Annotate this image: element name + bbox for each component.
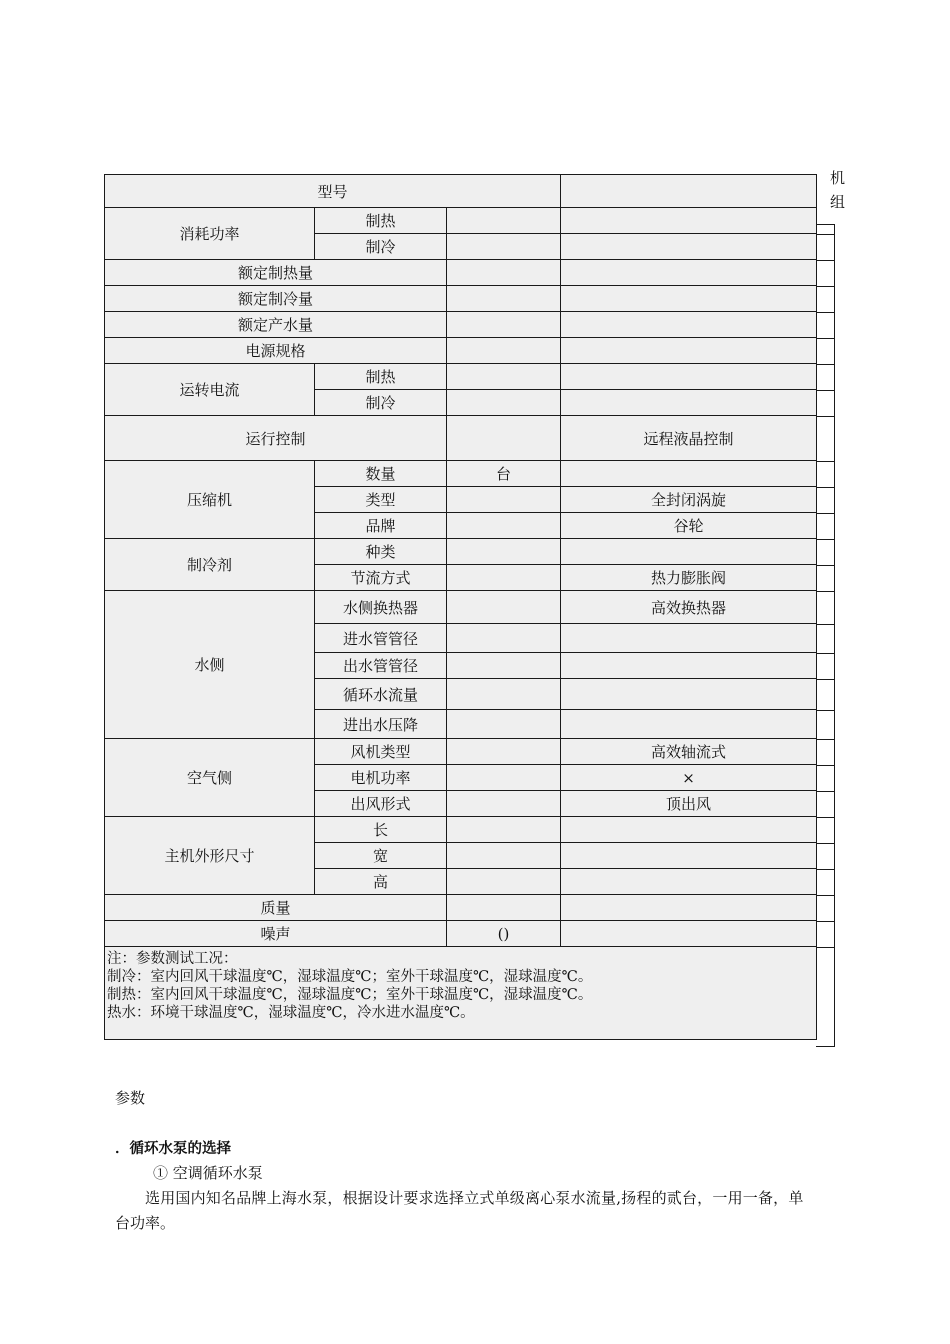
height-unit	[447, 869, 561, 895]
outlet-pipe-value	[561, 653, 817, 679]
model-label: 型号	[105, 175, 561, 208]
power-heating-label: 制热	[315, 208, 447, 234]
bracket-tick	[816, 487, 834, 488]
height-label: 高	[315, 869, 447, 895]
model-value	[561, 175, 817, 208]
outlet-pipe-unit	[447, 653, 561, 679]
bracket-tick	[816, 817, 834, 818]
bracket-tick	[816, 947, 834, 948]
running-current-label: 运转电流	[105, 364, 315, 416]
current-heating-label: 制热	[315, 364, 447, 390]
weight-label: 质量	[105, 895, 447, 921]
bracket-tick	[816, 921, 834, 922]
bracket-tick	[816, 224, 834, 225]
current-cooling-label: 制冷	[315, 390, 447, 416]
bracket-tick	[816, 710, 834, 711]
pressure-drop-unit	[447, 710, 561, 739]
run-control-label: 运行控制	[105, 416, 447, 461]
rated-water-label: 额定产水量	[105, 312, 447, 338]
compressor-brand-value: 谷轮	[561, 513, 817, 539]
run-control-value: 远程液晶控制	[561, 416, 817, 461]
bracket-tick	[816, 539, 834, 540]
side-label-char-2: 组	[830, 193, 846, 211]
refrigerant-label: 制冷剂	[105, 539, 315, 591]
dimensions-label: 主机外形尺寸	[105, 817, 315, 895]
bracket-tick	[816, 869, 834, 870]
bracket-tick	[816, 843, 834, 844]
outlet-form-unit	[447, 791, 561, 817]
note-title: 注：参数测试工况：	[107, 951, 238, 967]
water-hx-value: 高效换热器	[561, 591, 817, 624]
power-label: 消耗功率	[105, 208, 315, 260]
rated-cooling-label: 额定制冷量	[105, 286, 447, 312]
width-label: 宽	[315, 843, 447, 869]
rated-water-value	[561, 312, 817, 338]
motor-power-value: ×	[561, 765, 817, 791]
run-control-unit	[447, 416, 561, 461]
bracket-tick	[816, 765, 834, 766]
motor-power-label: 电机功率	[315, 765, 447, 791]
bracket-tick	[816, 653, 834, 654]
bracket-tick	[816, 390, 834, 391]
outlet-form-value: 顶出风	[561, 791, 817, 817]
note-hot-water: 热水：环境干球温度℃，湿球温度℃，冷水进水温度℃。	[107, 1005, 475, 1021]
fan-type-unit	[447, 739, 561, 765]
bracket-tick	[816, 739, 834, 740]
side-bracket	[816, 224, 835, 1047]
power-cooling-label: 制冷	[315, 234, 447, 260]
rated-heating-unit	[447, 260, 561, 286]
pressure-drop-label: 进出水压降	[315, 710, 447, 739]
subheading: ① 空调循环水泵	[153, 1164, 263, 1182]
current-cooling-value	[561, 390, 817, 416]
power-spec-label: 电源规格	[105, 338, 447, 364]
length-value	[561, 817, 817, 843]
refrigerant-kind-value	[561, 539, 817, 565]
throttle-value: 热力膨胀阀	[561, 565, 817, 591]
bracket-tick	[816, 791, 834, 792]
current-heating-unit	[447, 364, 561, 390]
current-heating-value	[561, 364, 817, 390]
compressor-label: 压缩机	[105, 461, 315, 539]
bracket-tick	[816, 461, 834, 462]
parameter-table	[104, 174, 817, 1040]
water-hx-unit	[447, 591, 561, 624]
power-spec-unit	[447, 338, 561, 364]
height-value	[561, 869, 817, 895]
compressor-type-unit	[447, 487, 561, 513]
bracket-tick	[816, 895, 834, 896]
fan-type-label: 风机类型	[315, 739, 447, 765]
noise-unit: ()	[447, 921, 561, 947]
compressor-type-label: 类型	[315, 487, 447, 513]
bracket-tick	[816, 679, 834, 680]
inlet-pipe-unit	[447, 624, 561, 653]
test-conditions-note	[105, 947, 817, 1040]
rated-water-unit	[447, 312, 561, 338]
length-label: 长	[315, 817, 447, 843]
rated-heating-value	[561, 260, 817, 286]
compressor-quantity-label: 数量	[315, 461, 447, 487]
refrigerant-kind-label: 种类	[315, 539, 447, 565]
bracket-tick	[816, 591, 834, 592]
weight-value	[561, 895, 817, 921]
power-cooling-unit	[447, 234, 561, 260]
water-side-label: 水侧	[105, 591, 315, 739]
weight-unit	[447, 895, 561, 921]
rated-cooling-unit	[447, 286, 561, 312]
compressor-quantity-unit: 台	[447, 461, 561, 487]
bracket-tick	[816, 312, 834, 313]
compressor-brand-unit	[447, 513, 561, 539]
side-label	[830, 166, 850, 214]
width-value	[561, 843, 817, 869]
bracket-tick	[816, 565, 834, 566]
circ-flow-unit	[447, 679, 561, 710]
bracket-tick	[816, 364, 834, 365]
power-spec-value	[561, 338, 817, 364]
throttle-unit	[447, 565, 561, 591]
bracket-tick	[816, 338, 834, 339]
compressor-brand-label: 品牌	[315, 513, 447, 539]
paragraph-line-1: 选用国内知名品牌上海水泵，根据设计要求选择立式单级离心泵水流量,扬程的贰台，一用一备，单	[145, 1189, 804, 1207]
throttle-label: 节流方式	[315, 565, 447, 591]
bracket-tick	[816, 416, 834, 417]
air-side-label: 空气侧	[105, 739, 315, 817]
bracket-tick	[816, 286, 834, 287]
refrigerant-kind-unit	[447, 539, 561, 565]
inlet-pipe-label: 进水管管径	[315, 624, 447, 653]
bracket-tick	[816, 624, 834, 625]
fan-type-value: 高效轴流式	[561, 739, 817, 765]
inlet-pipe-value	[561, 624, 817, 653]
section-heading: ．循环水泵的选择	[115, 1141, 231, 1157]
noise-label: 噪声	[105, 921, 447, 947]
width-unit	[447, 843, 561, 869]
compressor-type-value: 全封闭涡旋	[561, 487, 817, 513]
water-hx-label: 水侧换热器	[315, 591, 447, 624]
bracket-tick	[816, 1046, 834, 1047]
noise-value	[561, 921, 817, 947]
power-cooling-value	[561, 234, 817, 260]
note-heating: 制热：室内回风干球温度℃，湿球温度℃；室外干球温度℃，湿球温度℃。	[107, 987, 593, 1003]
caption: 参数	[115, 1089, 146, 1107]
motor-power-unit	[447, 765, 561, 791]
rated-heating-label: 额定制热量	[105, 260, 447, 286]
bracket-tick	[816, 234, 834, 235]
power-heating-unit	[447, 208, 561, 234]
power-heating-value	[561, 208, 817, 234]
rated-cooling-value	[561, 286, 817, 312]
outlet-form-label: 出风形式	[315, 791, 447, 817]
current-cooling-unit	[447, 390, 561, 416]
circ-flow-value	[561, 679, 817, 710]
outlet-pipe-label: 出水管管径	[315, 653, 447, 679]
compressor-quantity-value	[561, 461, 817, 487]
length-unit	[447, 817, 561, 843]
side-label-char-1: 机	[830, 169, 846, 187]
bracket-tick	[816, 513, 834, 514]
paragraph-line-2: 台功率。	[115, 1214, 176, 1232]
pressure-drop-value	[561, 710, 817, 739]
note-cooling: 制冷：室内回风干球温度℃，湿球温度℃；室外干球温度℃，湿球温度℃。	[107, 969, 593, 985]
bracket-tick	[816, 260, 834, 261]
circ-flow-label: 循环水流量	[315, 679, 447, 710]
